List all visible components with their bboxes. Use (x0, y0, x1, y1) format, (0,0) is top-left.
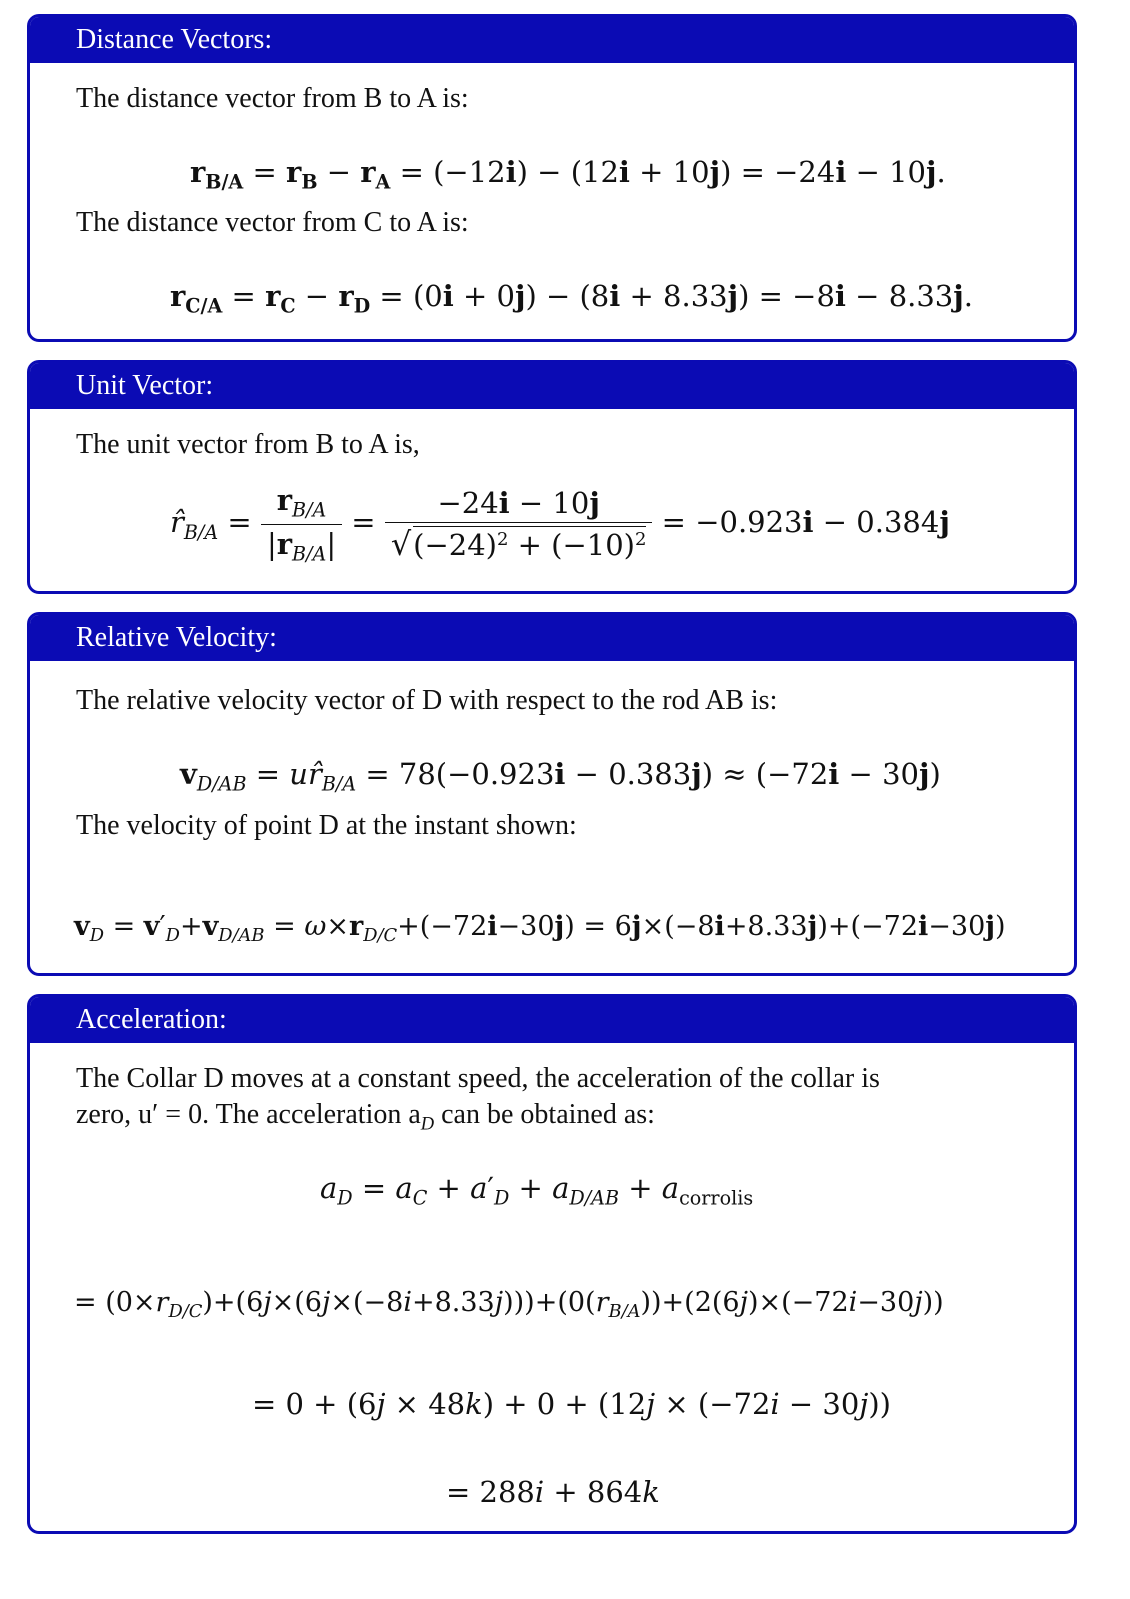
velocity-point-d-equation: $v_D = v'_D+v_{D/AB} = \omega\times r_{D/C}+(-72i-30j) = 6j\times(-8i+8.33j)+(-72i-30j)$ (74, 911, 1006, 947)
acceleration-equation-substituted: = $(0\times r_{D/C})+(6j\times(6j\times(-8i+8.33j)))+(0(r_{B/A}))+(2(6j)\times(-72i-30j))$ (74, 1287, 944, 1323)
acceleration-equation-general: $a_D = a_C + a'_D + a_{D/AB} + a_{corrolis}$ (320, 1171, 754, 1210)
relative-velocity-equation: $v_{D/AB}$ = $ur̂_{B/A} = 78(-0.923i - 0.383j) \approx (-72i - 30j)$ (180, 757, 941, 796)
distance-ca-equation: $r_{C/A} = r_C - r_D = (0i + 0j) - (8i + 8.33j) = -8i - 8.33j$. (170, 279, 973, 318)
distance-vectors-title: Distance Vectors: (30, 17, 1074, 63)
acceleration-equation-simplified: = 0 + (6j × 48k) + 0 + (12j × (−72i − 30j)) (252, 1387, 891, 1421)
distance-ba-equation: $r_{B/A} = r_B - r_A = (-12i) - (12i + 10j) = -24i - 10j$. (190, 155, 946, 194)
relative-velocity-title: Relative Velocity: (30, 615, 1074, 661)
velocity-point-d-intro: The velocity of point D at the instant shown: (76, 810, 577, 841)
unit-vector-equation: $r̂_{B/A}$ = $\frac{r_{B/A}}{|r_{B/A}|}$ = $\frac{-24i - 10j}{√(-24)^2 + (-10)^2}$ = −0.923i − 0.384j (170, 483, 950, 566)
unit-vector-box (27, 360, 1077, 594)
acceleration-equation-result: = 288i + 864k (446, 1475, 660, 1509)
acceleration-intro-line1: The Collar D moves at a constant speed, the acceleration of the collar is (76, 1063, 880, 1094)
relative-velocity-box (27, 612, 1077, 976)
distance-ca-intro: The distance vector from C to A is: (76, 207, 469, 238)
acceleration-box (27, 994, 1077, 1534)
distance-ba-intro: The distance vector from B to A is: (76, 83, 469, 114)
acceleration-intro-line2: zero, u′ = 0. The acceleration $a_D$ can be obtained as: (76, 1099, 655, 1134)
unit-vector-intro: The unit vector from B to A is, (76, 429, 420, 460)
distance-vectors-box (27, 14, 1077, 342)
acceleration-title: Acceleration: (30, 997, 1074, 1043)
relative-velocity-intro: The relative velocity vector of D with respect to the rod AB is: (76, 685, 778, 716)
unit-vector-title: Unit Vector: (30, 363, 1074, 409)
